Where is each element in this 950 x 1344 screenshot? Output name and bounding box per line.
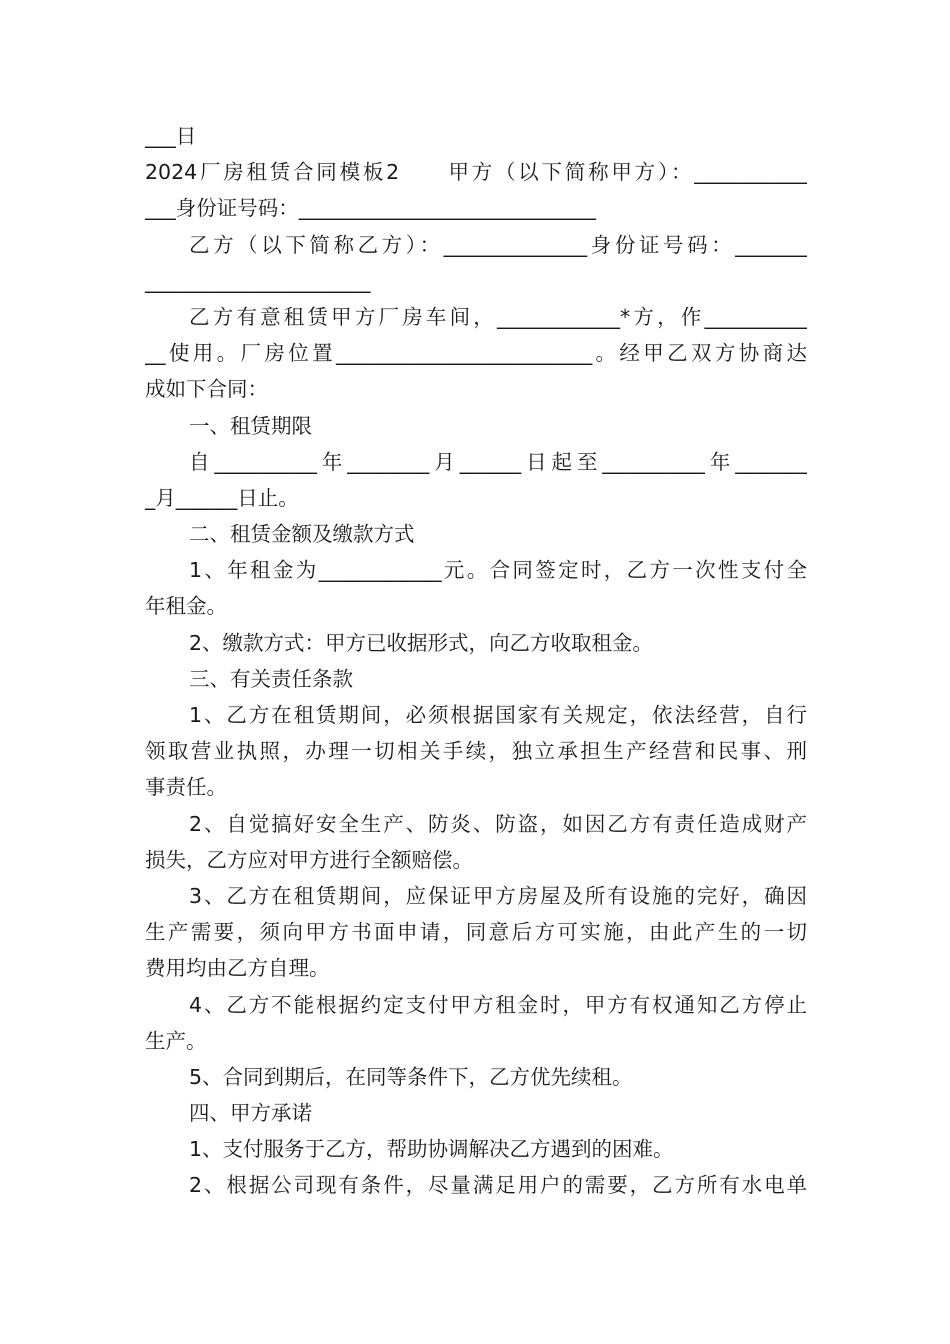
text-line: 1、支付服务于乙方，帮助协调解决乙方遇到的困难。 <box>189 1137 674 1162</box>
text-line: 2、自觉搞好安全生产、防炎、防盗，如因乙方有责任造成财产 <box>189 811 807 836</box>
text-line: 4、乙方不能根据约定支付甲方租金时，甲方有权通知乙方停止 <box>189 992 807 1017</box>
text-line: 领取营业执照，办理一切相关手续，独立承担生产经营和民事、刑 <box>145 739 807 764</box>
text-line: 2024厂房租赁合同模板2 甲方（以下简称甲方）：___________ <box>145 160 807 185</box>
text-line: _月______日止。 <box>145 485 299 510</box>
text-line: 事责任。 <box>145 775 227 800</box>
text-line: 乙方（以下简称乙方）：______________身份证号码：_______ <box>189 232 807 257</box>
text-line: 四、甲方承诺 <box>189 1101 312 1126</box>
text-line: 成如下合同： <box>145 377 268 402</box>
text-line: 生产。 <box>145 1028 207 1053</box>
text-line: 5、合同到期后，在同等条件下，乙方优先续租。 <box>189 1064 633 1089</box>
document-body <box>145 118 807 1204</box>
text-line: 三、有关责任条款 <box>189 666 353 691</box>
text-line: 生产需要，须向甲方书面申请，同意后方可实施，由此产生的一切 <box>145 920 807 945</box>
text-line: 二、租赁金额及缴款方式 <box>189 522 415 547</box>
text-line: 自__________年________月______日起至__________年_______ <box>189 449 807 474</box>
text-line: ______________________ <box>145 268 371 293</box>
text-line: 2、根据公司现有条件，尽量满足用户的需要，乙方所有水电单 <box>189 1173 807 1198</box>
text-line: 1、年租金为____________元。合同签定时，乙方一次性支付全 <box>189 558 807 583</box>
text-line: 乙方有意租赁甲方厂房车间，____________*方，作__________ <box>189 304 807 329</box>
text-line: 损失，乙方应对甲方进行全额赔偿。 <box>145 847 473 872</box>
text-line: 年租金。 <box>145 594 227 619</box>
text-line: 1、乙方在租赁期间，必须根据国家有关规定，依法经营，自行 <box>189 703 807 727</box>
text-line: 3、乙方在租赁期间，应保证甲方房屋及所有设施的完好，确因 <box>189 883 807 908</box>
text-line: 一、租赁期限 <box>189 413 312 438</box>
text-line: ___日 <box>145 124 197 148</box>
text-line: ___身份证号码：_____________________________ <box>145 196 596 221</box>
text-line: 费用均由乙方自理。 <box>145 956 330 981</box>
text-line: __使用。厂房位置_________________________。经甲乙双方协商达 <box>145 341 807 366</box>
text-line: 2、缴款方式：甲方已收据形式，向乙方收取租金。 <box>189 630 654 655</box>
